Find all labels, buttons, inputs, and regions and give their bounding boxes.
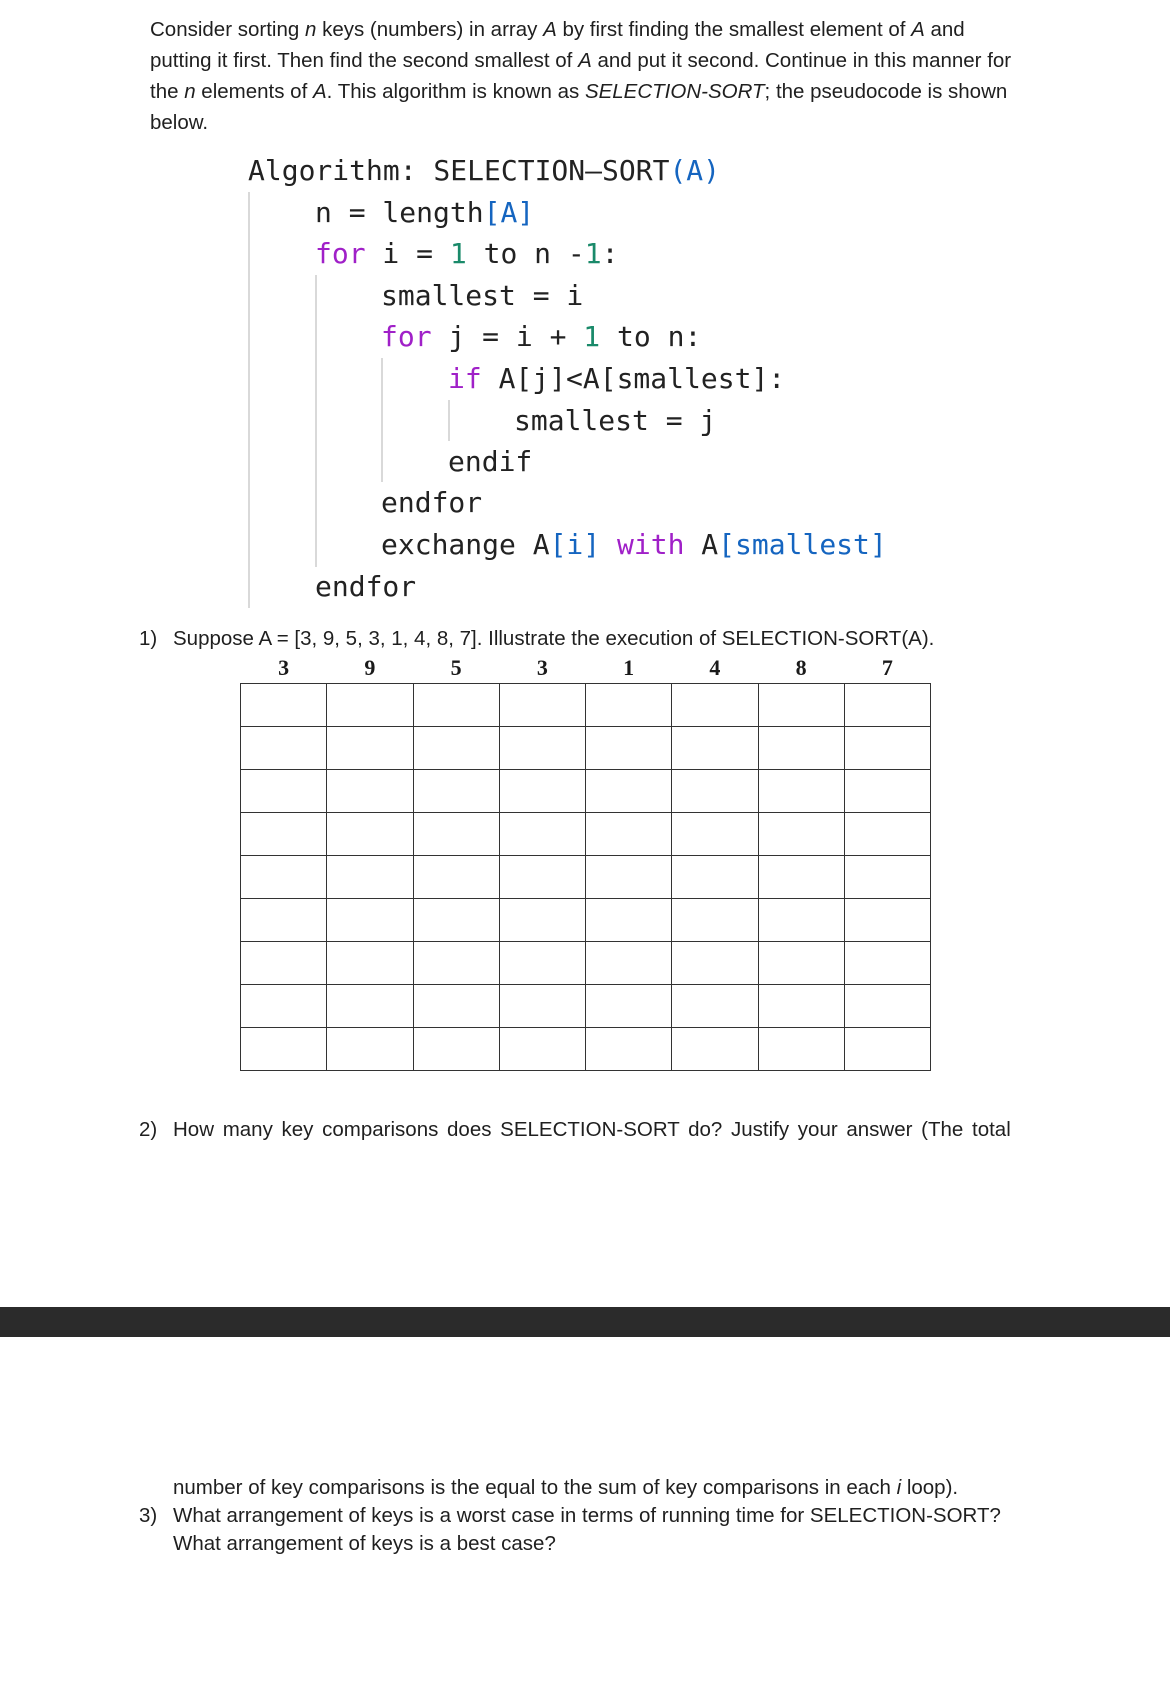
table-cell[interactable] xyxy=(499,942,585,985)
table-cell[interactable] xyxy=(586,985,672,1028)
table-cell[interactable] xyxy=(241,899,327,942)
trace-table-body xyxy=(241,684,931,1071)
table-cell[interactable] xyxy=(586,813,672,856)
code-line-n: n = length[A] xyxy=(315,196,535,229)
code-line-endif: endif xyxy=(448,445,533,478)
table-cell[interactable] xyxy=(413,899,499,942)
table-cell[interactable] xyxy=(327,856,413,899)
table-cell[interactable] xyxy=(586,727,672,770)
indent-guide-for-i xyxy=(315,275,317,567)
table-cell[interactable] xyxy=(327,770,413,813)
question-3 xyxy=(139,1502,1001,1530)
table-cell[interactable] xyxy=(499,856,585,899)
table-cell[interactable] xyxy=(413,684,499,727)
header-cell: 3 xyxy=(241,653,327,684)
table-cell[interactable] xyxy=(758,899,844,942)
question-1-number: 1) xyxy=(139,627,158,650)
header-cell: 3 xyxy=(499,653,585,684)
table-cell[interactable] xyxy=(499,770,585,813)
table-cell[interactable] xyxy=(413,856,499,899)
table-cell[interactable] xyxy=(672,770,758,813)
code-line-assign: smallest = j xyxy=(514,404,717,437)
table-cell[interactable] xyxy=(672,684,758,727)
indent-guide-if xyxy=(448,400,450,441)
table-cell[interactable] xyxy=(844,899,930,942)
table-cell[interactable] xyxy=(499,813,585,856)
question-2-continuation: number of key comparisons is the equal to the sum of key comparisons in each i loop). xyxy=(173,1476,959,1499)
table-cell[interactable] xyxy=(844,770,930,813)
table-cell[interactable] xyxy=(241,1028,327,1071)
indent-guide-outer xyxy=(248,192,250,608)
table-cell[interactable] xyxy=(844,985,930,1028)
header-cell: 4 xyxy=(672,653,758,684)
table-row xyxy=(241,942,931,985)
table-row xyxy=(241,856,931,899)
table-cell[interactable] xyxy=(758,985,844,1028)
table-cell[interactable] xyxy=(672,856,758,899)
question-2-number: 2) xyxy=(139,1118,158,1141)
table-cell[interactable] xyxy=(327,1028,413,1071)
table-cell[interactable] xyxy=(586,684,672,727)
table-cell[interactable] xyxy=(327,684,413,727)
table-cell[interactable] xyxy=(586,1028,672,1071)
table-cell[interactable] xyxy=(758,770,844,813)
header-cell: 9 xyxy=(327,653,413,684)
code-title: Algorithm: SELECTION–SORT(A) xyxy=(248,154,721,187)
table-cell[interactable] xyxy=(327,942,413,985)
table-cell[interactable] xyxy=(844,813,930,856)
table-cell[interactable] xyxy=(241,942,327,985)
table-cell[interactable] xyxy=(586,770,672,813)
table-row xyxy=(241,684,931,727)
table-cell[interactable] xyxy=(586,942,672,985)
indent-guide-for-j xyxy=(381,358,383,482)
table-cell[interactable] xyxy=(758,942,844,985)
table-cell[interactable] xyxy=(844,856,930,899)
table-row xyxy=(241,985,931,1028)
table-cell[interactable] xyxy=(672,985,758,1028)
table-cell[interactable] xyxy=(758,727,844,770)
table-cell[interactable] xyxy=(327,813,413,856)
code-line-endfor-inner: endfor xyxy=(381,486,483,519)
table-cell[interactable] xyxy=(413,770,499,813)
table-cell[interactable] xyxy=(241,985,327,1028)
table-cell[interactable] xyxy=(844,727,930,770)
table-row xyxy=(241,813,931,856)
code-line-for-i: for i = 1 to n -1: xyxy=(315,237,619,270)
header-cell: 8 xyxy=(758,653,844,684)
table-cell[interactable] xyxy=(844,942,930,985)
table-cell[interactable] xyxy=(499,684,585,727)
table-cell[interactable] xyxy=(499,1028,585,1071)
table-cell[interactable] xyxy=(586,856,672,899)
page-divider-bar xyxy=(0,1307,1170,1337)
table-cell[interactable] xyxy=(758,1028,844,1071)
header-cell: 5 xyxy=(413,653,499,684)
trace-table xyxy=(240,653,931,1071)
code-line-endfor-outer: endfor xyxy=(315,570,417,603)
question-3-number: 3) xyxy=(139,1504,158,1527)
table-cell[interactable] xyxy=(241,727,327,770)
table-cell[interactable] xyxy=(499,985,585,1028)
table-cell[interactable] xyxy=(413,727,499,770)
header-cell: 7 xyxy=(844,653,930,684)
table-row xyxy=(241,770,931,813)
table-cell[interactable] xyxy=(327,985,413,1028)
table-cell[interactable] xyxy=(413,985,499,1028)
question-2 xyxy=(139,1116,1019,1144)
table-cell[interactable] xyxy=(413,942,499,985)
table-cell[interactable] xyxy=(758,856,844,899)
question-3-line-2: What arrangement of keys is a best case? xyxy=(173,1532,556,1555)
table-cell[interactable] xyxy=(758,684,844,727)
table-cell[interactable] xyxy=(499,727,585,770)
code-line-exchange: exchange A[i] with A[smallest] xyxy=(381,528,887,561)
code-line-for-j: for j = i + 1 to n: xyxy=(381,320,702,353)
table-cell[interactable] xyxy=(241,770,327,813)
question-3-line-1: What arrangement of keys is a worst case in terms of running time for SELECTION-SORT? xyxy=(173,1504,1001,1527)
table-cell[interactable] xyxy=(586,899,672,942)
table-cell[interactable] xyxy=(413,1028,499,1071)
table-cell[interactable] xyxy=(672,1028,758,1071)
header-cell: 1 xyxy=(586,653,672,684)
table-cell[interactable] xyxy=(327,899,413,942)
table-header-row xyxy=(241,653,931,684)
table-cell[interactable] xyxy=(241,684,327,727)
table-cell[interactable] xyxy=(844,1028,930,1071)
table-cell[interactable] xyxy=(758,813,844,856)
table-cell[interactable] xyxy=(672,727,758,770)
table-row xyxy=(241,899,931,942)
table-cell[interactable] xyxy=(672,942,758,985)
table-cell[interactable] xyxy=(672,899,758,942)
question-1 xyxy=(139,625,934,653)
table-cell[interactable] xyxy=(672,813,758,856)
code-line-smallest-init: smallest = i xyxy=(381,279,584,312)
question-2-text: How many key comparisons does SELECTION-SORT do? Justify your answer (The total xyxy=(173,1118,1011,1141)
table-row xyxy=(241,1028,931,1071)
table-cell[interactable] xyxy=(327,727,413,770)
table-cell[interactable] xyxy=(499,899,585,942)
table-row xyxy=(241,727,931,770)
table-cell[interactable] xyxy=(241,856,327,899)
table-cell[interactable] xyxy=(413,813,499,856)
intro-paragraph: Consider sorting n keys (numbers) in array A by first finding the smallest element of A and putting it first. Then find the second smallest of A and put it second. Continue in this manner for the n elements of A. This algorithm is known as SELECTION-SORT; the pseudocode is shown below. xyxy=(150,18,1012,134)
question-1-text: Suppose A = [3, 9, 5, 3, 1, 4, 8, 7]. Illustrate the execution of SELECTION-SORT(A). xyxy=(173,627,935,650)
code-line-if: if A[j]<A[smallest]: xyxy=(448,362,786,395)
table-cell[interactable] xyxy=(844,684,930,727)
table-cell[interactable] xyxy=(241,813,327,856)
